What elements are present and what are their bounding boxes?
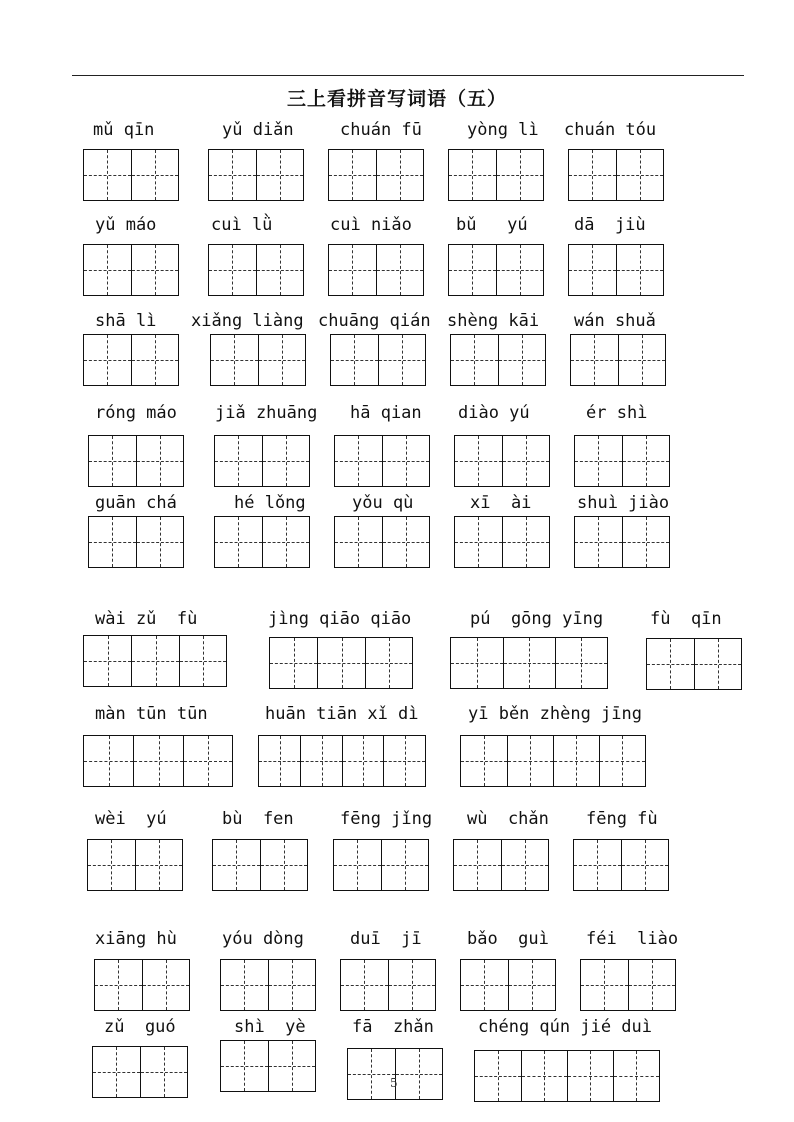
- writing-grid[interactable]: [347, 1048, 443, 1100]
- tian-zi-cell[interactable]: [84, 636, 131, 686]
- tian-zi-cell[interactable]: [553, 736, 599, 786]
- tian-zi-cell[interactable]: [449, 150, 496, 200]
- pinyin-prompt: xiǎng liàng: [191, 311, 304, 331]
- tian-zi-cell[interactable]: [461, 736, 507, 786]
- pinyin-prompt: guān chá: [95, 493, 177, 513]
- tian-zi-cell[interactable]: [569, 245, 616, 295]
- writing-grid[interactable]: [87, 839, 183, 891]
- writing-grid[interactable]: [450, 637, 608, 689]
- tian-zi-cell[interactable]: [131, 150, 178, 200]
- writing-grid[interactable]: [570, 334, 666, 386]
- pinyin-prompt: fēng fù: [586, 809, 658, 829]
- tian-zi-cell[interactable]: [498, 335, 545, 385]
- pinyin-prompt: bǎo guì: [467, 929, 549, 949]
- writing-grid[interactable]: [574, 435, 670, 487]
- writing-grid[interactable]: [83, 735, 233, 787]
- tian-zi-cell[interactable]: [262, 517, 309, 567]
- tian-zi-cell[interactable]: [451, 335, 498, 385]
- tian-zi-cell[interactable]: [131, 245, 178, 295]
- tian-zi-cell[interactable]: [475, 1051, 521, 1101]
- writing-grid[interactable]: [573, 839, 669, 891]
- tian-zi-cell[interactable]: [508, 960, 555, 1010]
- writing-grid[interactable]: [474, 1050, 660, 1102]
- writing-grid[interactable]: [83, 334, 179, 386]
- writing-grid[interactable]: [568, 149, 664, 201]
- pinyin-prompt: jiǎ zhuāng: [215, 403, 318, 423]
- writing-grid[interactable]: [646, 638, 742, 690]
- pinyin-prompt: xiāng hù: [95, 929, 177, 949]
- tian-zi-cell[interactable]: [221, 960, 268, 1010]
- tian-zi-cell[interactable]: [503, 638, 555, 688]
- pinyin-prompt: shèng kāi: [447, 311, 540, 331]
- tian-zi-cell[interactable]: [142, 960, 189, 1010]
- pinyin-prompt: hé lǒng: [234, 493, 306, 513]
- pinyin-prompt: duī jī: [350, 929, 422, 949]
- pinyin-prompt: cuì niǎo: [330, 215, 412, 235]
- tian-zi-cell[interactable]: [461, 960, 508, 1010]
- writing-grid[interactable]: [574, 516, 670, 568]
- writing-grid[interactable]: [448, 244, 544, 296]
- pinyin-prompt: mǔ qīn: [93, 120, 155, 140]
- tian-zi-cell[interactable]: [555, 638, 607, 688]
- tian-zi-cell[interactable]: [647, 639, 694, 689]
- writing-grid[interactable]: [210, 334, 306, 386]
- tian-zi-cell[interactable]: [211, 335, 258, 385]
- tian-zi-cell[interactable]: [388, 960, 435, 1010]
- tian-zi-cell[interactable]: [496, 245, 543, 295]
- tian-zi-cell[interactable]: [571, 335, 618, 385]
- tian-zi-cell[interactable]: [335, 436, 382, 486]
- worksheet-title: 三上看拼音写词语（五）: [286, 88, 507, 110]
- tian-zi-cell[interactable]: [221, 1041, 268, 1091]
- writing-grid[interactable]: [460, 735, 646, 787]
- tian-zi-cell[interactable]: [209, 150, 256, 200]
- tian-zi-cell[interactable]: [270, 638, 317, 688]
- tian-zi-cell[interactable]: [628, 960, 675, 1010]
- tian-zi-cell[interactable]: [136, 436, 183, 486]
- pinyin-prompt: yǔ máo: [95, 215, 157, 235]
- pinyin-prompt: féi liào: [586, 929, 679, 949]
- tian-zi-cell[interactable]: [300, 736, 342, 786]
- writing-grid[interactable]: [334, 516, 430, 568]
- pinyin-prompt: chuán tóu: [564, 120, 657, 140]
- writing-grid[interactable]: [208, 149, 304, 201]
- tian-zi-cell[interactable]: [259, 736, 300, 786]
- tian-zi-cell[interactable]: [376, 150, 423, 200]
- tian-zi-cell[interactable]: [317, 638, 364, 688]
- pinyin-prompt: xī ài: [470, 493, 532, 513]
- pinyin-prompt: dā jiù: [574, 215, 646, 235]
- tian-zi-cell[interactable]: [89, 436, 136, 486]
- tian-zi-cell[interactable]: [260, 840, 307, 890]
- writing-grid[interactable]: [88, 516, 184, 568]
- tian-zi-cell[interactable]: [140, 1047, 187, 1097]
- tian-zi-cell[interactable]: [449, 245, 496, 295]
- tian-zi-cell[interactable]: [131, 636, 178, 686]
- tian-zi-cell[interactable]: [365, 638, 412, 688]
- tian-zi-cell[interactable]: [268, 1041, 315, 1091]
- writing-grid[interactable]: [328, 149, 424, 201]
- writing-grid[interactable]: [94, 959, 190, 1011]
- tian-zi-cell[interactable]: [88, 840, 135, 890]
- tian-zi-cell[interactable]: [84, 335, 131, 385]
- pinyin-prompt: pú gōng yīng: [470, 609, 604, 629]
- writing-grid[interactable]: [88, 435, 184, 487]
- pinyin-prompt: bù fen: [222, 809, 294, 829]
- tian-zi-cell[interactable]: [135, 840, 182, 890]
- tian-zi-cell[interactable]: [215, 436, 262, 486]
- tian-zi-cell[interactable]: [378, 335, 425, 385]
- writing-grid[interactable]: [208, 244, 304, 296]
- tian-zi-cell[interactable]: [496, 150, 543, 200]
- pinyin-prompt: yī běn zhèng jīng: [468, 704, 642, 724]
- writing-grid[interactable]: [269, 637, 413, 689]
- pinyin-prompt: cuì lǜ: [211, 215, 273, 235]
- pinyin-prompt: fā zhǎn: [352, 1017, 434, 1037]
- writing-grid[interactable]: [568, 244, 664, 296]
- pinyin-prompt: fù qīn: [650, 609, 722, 629]
- pinyin-prompt: huān tiān xǐ dì: [265, 704, 419, 724]
- tian-zi-cell[interactable]: [581, 960, 628, 1010]
- pinyin-prompt: bǔ yú: [456, 215, 528, 235]
- writing-grid[interactable]: [460, 959, 556, 1011]
- tian-zi-cell[interactable]: [84, 736, 133, 786]
- pinyin-prompt: màn tūn tūn: [95, 704, 208, 724]
- tian-zi-cell[interactable]: [84, 245, 131, 295]
- writing-grid[interactable]: [92, 1046, 188, 1098]
- tian-zi-cell[interactable]: [329, 245, 376, 295]
- tian-zi-cell[interactable]: [133, 736, 182, 786]
- tian-zi-cell[interactable]: [507, 736, 553, 786]
- tian-zi-cell[interactable]: [383, 736, 425, 786]
- writing-grid[interactable]: [454, 516, 550, 568]
- pinyin-prompt: fēng jǐng: [340, 809, 433, 829]
- tian-zi-cell[interactable]: [376, 245, 423, 295]
- writing-grid[interactable]: [340, 959, 436, 1011]
- pinyin-prompt: hā qian: [350, 403, 422, 423]
- writing-grid[interactable]: [214, 435, 310, 487]
- tian-zi-cell[interactable]: [329, 150, 376, 200]
- pinyin-prompt: yóu dòng: [222, 929, 304, 949]
- pinyin-prompt: diào yú: [458, 403, 530, 423]
- pinyin-prompt: yòng lì: [467, 120, 539, 140]
- writing-grid[interactable]: [83, 244, 179, 296]
- writing-grid[interactable]: [214, 516, 310, 568]
- writing-grid[interactable]: [453, 839, 549, 891]
- tian-zi-cell[interactable]: [455, 436, 502, 486]
- tian-zi-cell[interactable]: [567, 1051, 613, 1101]
- tian-zi-cell[interactable]: [574, 840, 621, 890]
- tian-zi-cell[interactable]: [621, 840, 668, 890]
- tian-zi-cell[interactable]: [331, 335, 378, 385]
- tian-zi-cell[interactable]: [213, 840, 260, 890]
- tian-zi-cell[interactable]: [256, 150, 303, 200]
- tian-zi-cell[interactable]: [575, 436, 622, 486]
- tian-zi-cell[interactable]: [179, 636, 226, 686]
- tian-zi-cell[interactable]: [569, 150, 616, 200]
- tian-zi-cell[interactable]: [501, 840, 548, 890]
- pinyin-prompt: wán shuǎ: [574, 311, 656, 331]
- tian-zi-cell[interactable]: [451, 638, 503, 688]
- writing-grid[interactable]: [333, 839, 429, 891]
- page-number: 5: [390, 1076, 398, 1090]
- tian-zi-cell[interactable]: [348, 1049, 395, 1099]
- tian-zi-cell[interactable]: [95, 960, 142, 1010]
- header-rule: [72, 75, 744, 76]
- tian-zi-cell[interactable]: [136, 517, 183, 567]
- tian-zi-cell[interactable]: [455, 517, 502, 567]
- tian-zi-cell[interactable]: [616, 150, 663, 200]
- tian-zi-cell[interactable]: [84, 150, 131, 200]
- tian-zi-cell[interactable]: [454, 840, 501, 890]
- tian-zi-cell[interactable]: [209, 245, 256, 295]
- tian-zi-cell[interactable]: [256, 245, 303, 295]
- pinyin-prompt: yǔ diǎn: [222, 120, 294, 140]
- tian-zi-cell[interactable]: [258, 335, 305, 385]
- pinyin-prompt: yǒu qù: [352, 493, 414, 513]
- pinyin-prompt: ér shì: [586, 403, 648, 423]
- writing-grid[interactable]: [328, 244, 424, 296]
- writing-grid[interactable]: [334, 435, 430, 487]
- writing-grid[interactable]: [220, 1040, 316, 1092]
- writing-grid[interactable]: [258, 735, 426, 787]
- tian-zi-cell[interactable]: [622, 517, 669, 567]
- tian-zi-cell[interactable]: [335, 517, 382, 567]
- writing-grid[interactable]: [212, 839, 308, 891]
- tian-zi-cell[interactable]: [262, 436, 309, 486]
- tian-zi-cell[interactable]: [616, 245, 663, 295]
- tian-zi-cell[interactable]: [215, 517, 262, 567]
- tian-zi-cell[interactable]: [334, 840, 381, 890]
- tian-zi-cell[interactable]: [694, 639, 741, 689]
- writing-grid[interactable]: [83, 149, 179, 201]
- writing-grid[interactable]: [454, 435, 550, 487]
- tian-zi-cell[interactable]: [89, 517, 136, 567]
- tian-zi-cell[interactable]: [381, 840, 428, 890]
- pinyin-prompt: zǔ guó: [104, 1017, 176, 1037]
- pinyin-prompt: chéng qún jié duì: [478, 1017, 652, 1037]
- pinyin-prompt: wài zǔ fù: [95, 609, 198, 629]
- writing-grid[interactable]: [83, 635, 227, 687]
- pinyin-prompt: shā lì: [95, 311, 157, 331]
- tian-zi-cell[interactable]: [521, 1051, 567, 1101]
- tian-zi-cell[interactable]: [268, 960, 315, 1010]
- tian-zi-cell[interactable]: [382, 517, 429, 567]
- writing-grid[interactable]: [448, 149, 544, 201]
- tian-zi-cell[interactable]: [622, 436, 669, 486]
- writing-grid[interactable]: [450, 334, 546, 386]
- tian-zi-cell[interactable]: [618, 335, 665, 385]
- tian-zi-cell[interactable]: [382, 436, 429, 486]
- tian-zi-cell[interactable]: [575, 517, 622, 567]
- tian-zi-cell[interactable]: [599, 736, 645, 786]
- tian-zi-cell[interactable]: [342, 736, 384, 786]
- pinyin-prompt: chuāng qián: [318, 311, 431, 331]
- writing-grid[interactable]: [330, 334, 426, 386]
- tian-zi-cell[interactable]: [131, 335, 178, 385]
- pinyin-prompt: jìng qiāo qiāo: [268, 609, 412, 629]
- tian-zi-cell[interactable]: [613, 1051, 659, 1101]
- pinyin-prompt: chuán fū: [340, 120, 422, 140]
- tian-zi-cell[interactable]: [395, 1049, 442, 1099]
- pinyin-prompt: shì yè: [234, 1017, 306, 1037]
- writing-grid[interactable]: [580, 959, 676, 1011]
- tian-zi-cell[interactable]: [93, 1047, 140, 1097]
- pinyin-prompt: shuì jiào: [577, 493, 670, 513]
- writing-grid[interactable]: [220, 959, 316, 1011]
- pinyin-prompt: róng máo: [95, 403, 177, 423]
- tian-zi-cell[interactable]: [183, 736, 232, 786]
- tian-zi-cell[interactable]: [502, 517, 549, 567]
- pinyin-prompt: wù chǎn: [467, 809, 549, 829]
- pinyin-prompt: wèi yú: [95, 809, 167, 829]
- tian-zi-cell[interactable]: [341, 960, 388, 1010]
- tian-zi-cell[interactable]: [502, 436, 549, 486]
